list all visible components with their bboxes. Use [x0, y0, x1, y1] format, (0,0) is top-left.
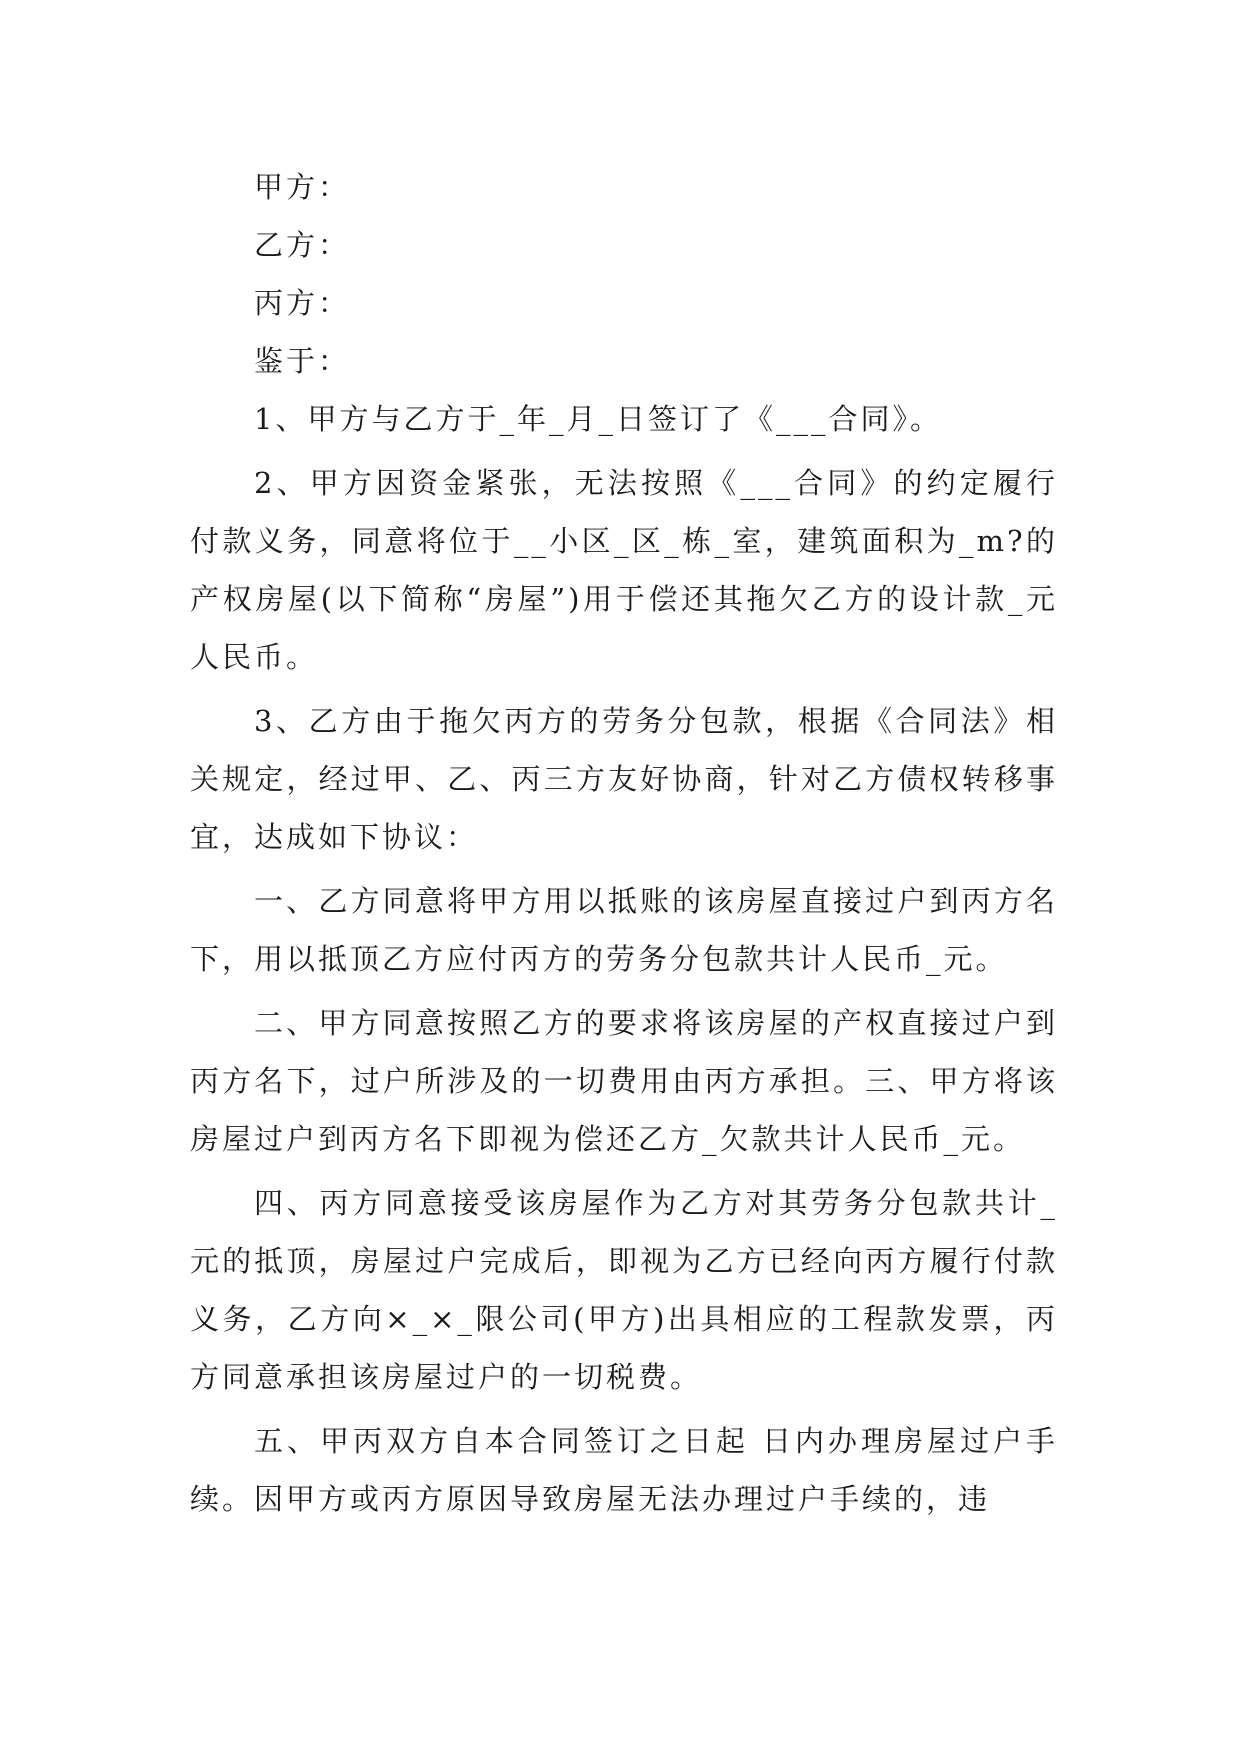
recital-2: 2、甲方因资金紧张，无法按照《___合同》的约定履行付款义务，同意将位于__小区_区_栋_室，建筑面积为_m?的产权房屋(以下简称“房屋”)用于偿还其拖欠乙方的设计款_元人民币。: [190, 466, 1058, 674]
document-body: [190, 158, 1058, 1528]
recital-1: 1、甲方与乙方于_年_月_日签订了《___合同》。: [254, 402, 942, 436]
clause-5: 五、甲丙双方自本合同签订之日起 日内办理房屋过户手续。因甲方或丙方原因导致房屋无法办理过户手续的，违: [190, 1424, 1058, 1516]
clause-4: 四、丙方同意接受该房屋作为乙方对其劳务分包款共计_元的抵顶，房屋过户完成后，即视为乙方已经向丙方履行付款义务，乙方向×_×_限公司(甲方)出具相应的工程款发票，丙方同意承担该房屋过户的一切税费。: [190, 1186, 1058, 1394]
clause-2-3: 二、甲方同意按照乙方的要求将该房屋的产权直接过户到丙方名下，过户所涉及的一切费用由丙方承担。三、甲方将该房屋过户到丙方名下即视为偿还乙方_欠款共计人民币_元。: [190, 1006, 1058, 1156]
whereas-heading: 鉴于：: [254, 344, 351, 378]
party-c-line: 丙方：: [254, 286, 351, 320]
party-a-line: 甲方：: [254, 170, 351, 204]
recital-3: 3、乙方由于拖欠丙方的劳务分包款，根据《合同法》相关规定，经过甲、乙、丙三方友好协商，针对乙方债权转移事宜，达成如下协议：: [190, 704, 1058, 854]
party-b-line: 乙方：: [254, 228, 351, 262]
clause-1: 一、乙方同意将甲方用以抵账的该房屋直接过户到丙方名下，用以抵顶乙方应付丙方的劳务分包款共计人民币_元。: [190, 884, 1058, 976]
